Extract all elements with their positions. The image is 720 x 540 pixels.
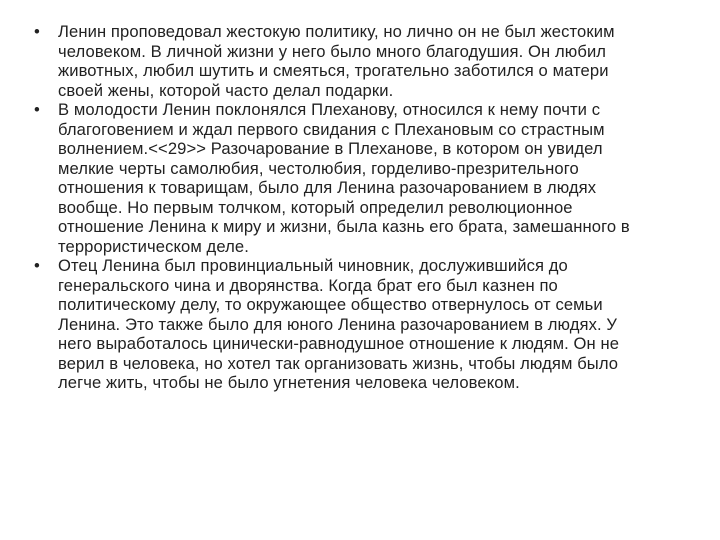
bullet-icon: •	[34, 100, 40, 119]
bullet-list	[34, 22, 654, 393]
paragraph-text: Отец Ленина был провинциальный чиновник, дослужившийся до генеральского чина и дворянства. Когда брат его был казнен по политическому делу, то окружающее общество отвернулось от семьи Ленина. Это также было для юного Ленина разочарованием в людях. У него выработалось цинически-равнодушное отношение к людям. Он не верил в человека, но хотел так организовать жизнь, чтобы людям было легче жить, чтобы не было угнетения человека человеком.	[58, 256, 620, 392]
bullet-icon: •	[34, 256, 40, 275]
paragraph-text: Ленин проповедовал жестокую политику, но лично он не был жестоким человеком. В личной жизни у него было много благодушия. Он любил животных, любил шутить и смеяться, трогательно заботился о матери своей жены, которой часто делал подарки.	[58, 22, 615, 100]
bullet-item-2	[34, 100, 654, 256]
bullet-item-1	[34, 22, 654, 100]
paragraph-text: В молодости Ленин поклонялся Плеханову, относился к нему почти с благоговением и ждал первого свидания с Плехановым со страстным волнением.<<29>> Разочарование в Плеханове, в котором он увидел мелкие черты самолюбия, честолюбия, горделиво-презрительного отношения к товарищам, было для Ленина разочарованием в людях вообще. Но первым толчком, который определил революционное отношение Ленина к миру и жизни, была казнь его брата, замешанного в террористическом деле.	[58, 100, 630, 256]
bullet-icon: •	[34, 22, 40, 41]
bullet-item-3	[34, 256, 654, 393]
